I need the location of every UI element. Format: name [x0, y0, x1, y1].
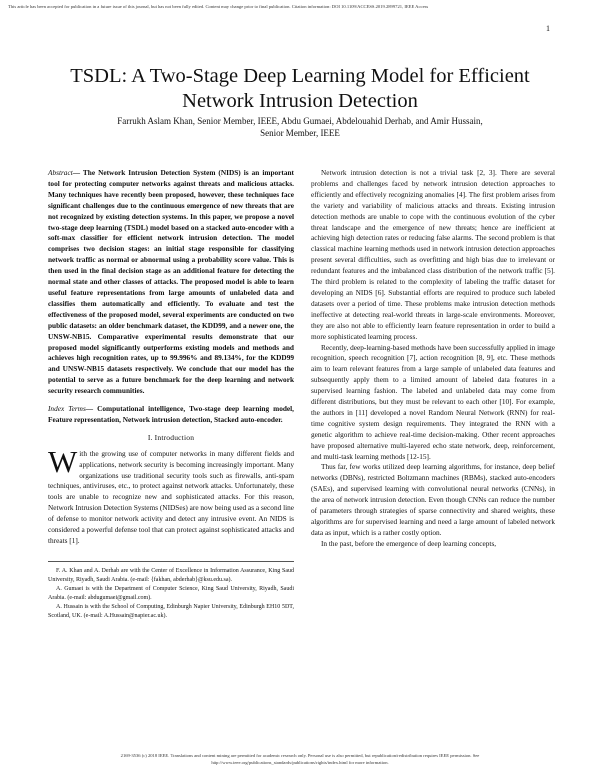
page-number: 1 — [546, 24, 550, 33]
drop-cap: W — [48, 443, 78, 479]
copyright-footer — [40, 752, 560, 766]
abstract-text: — The Network Intrusion Detection System (NIDS) is an important tool for protecting computer networks against threats and malicious attacks. Many techniques have recently been proposed, however, these techniques face significant challenges due to the continuous emergence of new threats that are not recognized by existing detection systems. In this paper, we propose a novel two-stage deep learning (TSDL) model based on a stacked auto-encoder with a soft-max classifier for efficient network intrusion detection. The model comprises two decision stages: an initial stage responsible for classifying network traffic as normal or abnormal using a probability score value. This is then used in the final decision stage as an additional feature for detecting the normal state and other classes of attacks. The proposed model is able to learn useful feature representations from large amounts of unlabeled data and classifies them automatically and efficiently. To evaluate and test the effectiveness of the proposed model, several experiments are conducted on two public datasets: an older benchmark dataset, the KDD99, and a newer one, the UNSW-NB15. Comparative experimental results demonstrate that our proposed model significantly outperforms existing models and methods and achieves high recognition rates, up to 99.996% and 89.134%, for the KDD99 and UNSW-NB15 datasets respectively. We conclude that our model has the potential to serve as a future benchmark for the deep learning and network security research communities. — [48, 168, 294, 396]
footnote: F. A. Khan and A. Derhab are with the Center of Excellence in Information Assurance, King Saud University, Riyadh, Saudi Arabia. (e-mail: {fakhan, abderhab}@ksu.edu.sa). — [48, 567, 294, 583]
body-paragraph: In the past, before the emergence of deep learning concepts, — [321, 538, 497, 548]
left-column — [48, 168, 294, 621]
body-paragraph: Thus far, few works utilized deep learning algorithms, for instance, deep belief networks (DBNs), restricted Boltzmann machines (RBMs), stacked auto-encoders (SAEs), and supervised learning with convolutional neural networks (CNNs), in the area of network intrusion detection. Even though CNNs can reduce the number of parameters through strategies of sparse connectivity and shared weights, these algorithms are for supervised learning and need a large amount of labeled network data as input, which is a rather costly option. — [311, 462, 555, 537]
footnote: A. Hussain is with the School of Computing, Edinburgh Napier University, Edinburgh EH10 5DT, Scotland, UK. (e-mail: A.Hussain@napier.ac.uk). — [48, 604, 294, 619]
abstract — [48, 168, 294, 397]
abstract-label: Abstract — [48, 168, 73, 177]
header-notice: This article has been accepted for publication in a future issue of this journal, but has not been fully edited. Content may change prior to final publication. Citation information: DOI 10.1109/ACCESS.2019.2899721, IEEE Access — [8, 4, 429, 9]
paper-title: TSDL: A Two-Stage Deep Learning Model for Efficient Network Intrusion Detection — [70, 64, 530, 112]
section-heading: I. Introduction — [147, 432, 195, 442]
body-paragraph: Network intrusion detection is not a trivial task [2, 3]. There are several problems and challenges faced by network intrusion detection approaches to efficiently and effectively recognizing anomalies [4]. The first problem arises from the variety and variability of malicious attacks and threats. Existing intrusion detection methods are unable to cope with the continuous evolution of the cyber threat landscape and the emergence of new threats; hence are inefficient at achieving high detection rates or reducing false alarms. The second problem is that classical machine learning methods used in network intrusion detection approaches present several difficulties, such as overfitting and high bias due to irrelevant or redundant features and the imbalanced class distribution of the network traffic [5]. The third problem is related to the complexity of labeling the traffic dataset for developing an NIDS [6]. Substantial efforts are required to produce such labeled datasets over a period of time. These problems make intrusion detection methods ineffective at detecting real-world threats in large-scale environments. Moreover, they are also not able to efficiently learn feature representation in order to build a more sophisticated learning process. — [311, 168, 555, 341]
index-terms-label: Index Terms — [48, 404, 86, 414]
introduction — [48, 443, 295, 547]
footnote: A. Gumaei is with the Department of Computer Science, King Saud University, Riyadh, Saudi Arabia. (e-mail: abdugumaei@gmail.com). — [48, 586, 294, 601]
intro-paragraph — [48, 443, 295, 547]
intro-paragraph-text: ith the growing use of computer networks in many different fields and applications, network security is becoming increasingly important. Many organizations use traditional security tools such as firewalls, anti-spam techniques, antiviruses, etc., to protect against network attacks. Unfortunately, these tools are unable to recognize new and sophisticated attacks. For this reason, Network Intrusion Detection Systems (NIDSes) are now being used as a second line of defense to monitor network activity and detect any intrusive event. An NIDS is considered a powerful defense tool that can protect against sophisticated attacks and threats [1]. — [48, 448, 295, 545]
body-paragraph: Recently, deep-learning-based methods have been successfully applied in image recognition, speech recognition [7], action recognition [8, 9], etc. These methods aim to learn relevant features from a large sample of unlabeled data features and subsequently apply them to a limited amount of labeled data features in a supervised learning fashion. The labeled and unlabeled data may come from different distributions, but they must be relevant to each other [10]. For example, the authors in [11] developed a novel Random Neural Network (RNN) for real-time cognitive system design requirements. They integrated the RNN with a genetic algorithm to achieve real-time decision-making. Other recent approaches have proposed alternative multi-layered echo state network, deep, reinforcement, and multi-task learning methods [12-15]. — [311, 342, 555, 461]
author-list — [60, 115, 540, 139]
authors-line-2: Senior Member, IEEE — [260, 128, 340, 138]
footer-line-1: 2169-3536 (c) 2018 IEEE. Translations and content mining are permitted for academic research only. Personal use is also permitted, but republication/redistribution requires IEEE permission. See — [120, 753, 480, 758]
index-terms-text: — Computational intelligence, Two-stage deep learning model, Feature representation, Network intrusion detection, Stacked auto-encoder. — [48, 404, 294, 424]
right-column — [311, 168, 555, 550]
index-terms — [48, 404, 294, 426]
authors-line-1: Farrukh Aslam Khan, Senior Member, IEEE, Abdu Gumaei, Abdelouahid Derhab, and Amir Hussain, — [117, 116, 483, 126]
footnotes — [48, 561, 294, 621]
footer-link[interactable]: http://www.ieee.org/publications_standards/publications/rights/index.html for more information. — [211, 760, 389, 765]
